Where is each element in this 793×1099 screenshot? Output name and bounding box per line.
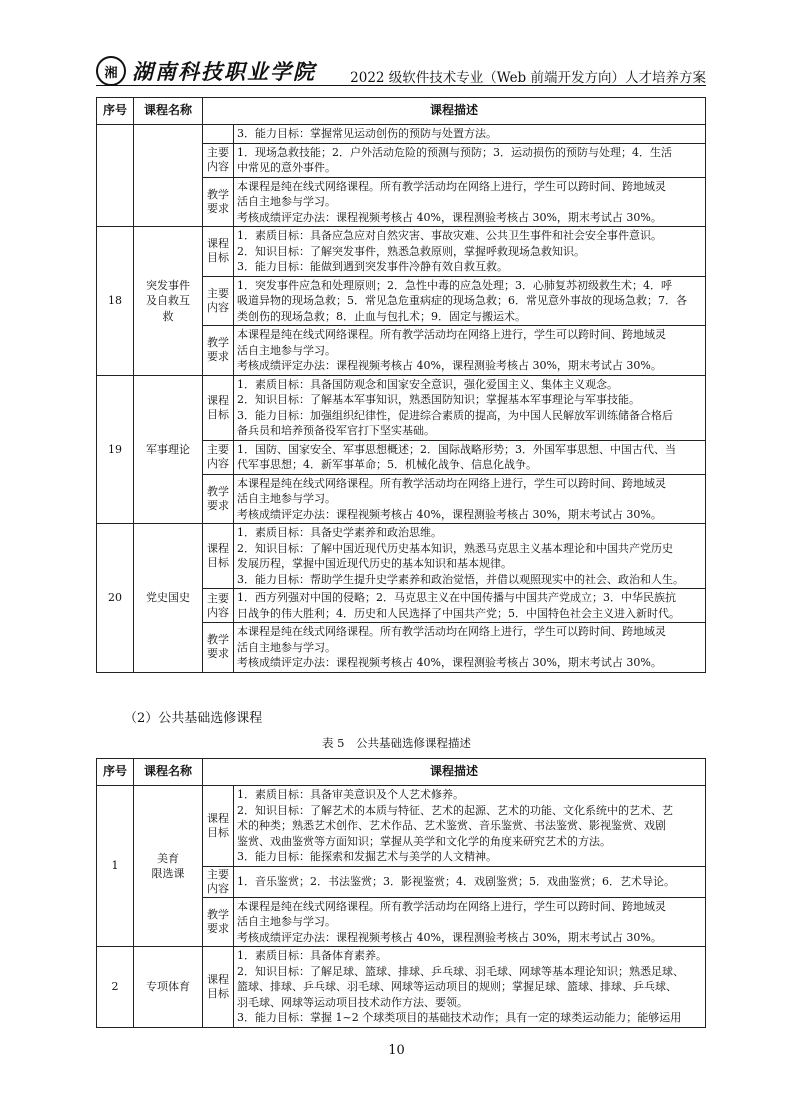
desc-line: 活自主地参与学习。 [237,343,336,357]
desc-line: 考核成绩评定办法：课程视频考核占 40%，课程测验考核占 30%，期末考试占 30%。 [237,210,662,224]
table-row [97,125,706,144]
name-line: 限选课 [151,867,185,880]
desc-line: 鉴赏、戏曲鉴赏等方面知识；掌握从美学和文化学的角度来研究艺术的方法。 [237,834,611,848]
desc-line: 日战争的伟大胜利；4．历史和人民选择了中国共产党；5．中国特色社会主义进入新时代。 [237,606,680,620]
desc-line: 2．知识目标：了解基本军事知识，熟悉国防知识；掌握基本军事理论与军事技能。 [237,393,640,406]
content-desc [234,440,706,474]
label-line: 教学 [207,187,229,201]
label-line: 主要 [207,443,229,456]
content-desc [234,589,706,623]
course-table-b [96,758,706,1028]
label-line: 教学 [207,484,229,498]
desc-line: 2．知识目标：了解中国近现代历史基本知识，熟悉马克思主义基本理论和中国共产党历史 [237,541,673,555]
label-line: 内容 [207,300,229,314]
goal-desc [234,524,706,589]
label-line: 目标 [207,407,229,421]
content-label [203,276,234,326]
col-header-name: 课程名称 [134,98,203,125]
desc-line: 术的种类；熟悉艺术创作、艺术作品、艺术鉴赏、音乐鉴赏、书法鉴赏、影视鉴赏、戏剧 [237,819,666,832]
content-desc [234,143,706,177]
content-label [203,143,234,177]
label-line: 教学 [207,907,229,921]
goal-desc [234,786,706,867]
label-line: 课程 [207,237,229,251]
desc-line: 备兵员和培养预备役军官打下坚实基础。 [237,424,435,437]
table-caption: 表 5 公共基础选修课程描述 [322,736,471,750]
desc-line: 2．知识目标：了解艺术的本质与特征、艺术的起源、艺术的功能、文化系统中的艺术、艺 [237,803,673,817]
table-header-row [97,98,706,125]
label-line: 内容 [207,605,229,619]
row-no-cell: 20 [97,524,134,673]
content-desc [234,866,706,897]
school-logo-text: 湖南科技职业学院 [132,59,316,84]
label-line: 要求 [207,350,229,364]
req-label [203,897,234,947]
label-line: 目标 [207,986,229,1000]
row-no-cell: 1 [97,786,134,947]
desc-line: 活自主地参与学习。 [237,195,336,208]
col-header-desc: 课程描述 [203,98,706,125]
desc-line: 本课程是纯在线式网络课程。所有教学活动均在网络上进行，学生可以跨时间、跨地域灵 [237,899,666,913]
row-name-cell [134,786,203,947]
goal-desc [234,227,706,277]
label-line: 课程 [207,972,229,986]
label-line: 主要 [207,867,229,881]
goal-label [203,227,234,277]
label-line: 教学 [207,336,229,350]
label-line: 课程 [207,393,229,407]
table-row [97,375,706,440]
desc-line: 3．能力目标：掌握常见运动创伤的预防与处置方法。 [237,127,497,140]
goal-label [203,375,234,440]
name-line: 及自救互 [146,294,190,307]
course-table-a [96,97,706,673]
row-no-cell: 2 [97,947,134,1028]
row-name-cell [134,375,203,524]
content-label [203,589,234,623]
desc-line: 2．知识目标：了解突发事件，熟悉急救原则，掌握呼救现场急救知识。 [237,244,585,258]
label-line: 内容 [207,881,229,895]
desc-line: 3．能力目标：掌握 1~2 个球类项目的基础技术动作；具有一定的球类运动能力；能够运用 [237,1011,682,1024]
label-line: 要求 [207,498,229,512]
desc-line: 中常见的意外事件。 [237,161,336,174]
desc-line: 1．现场急救技能；2．户外活动危险的预测与预防；3．运动损伤的预防与处理；4．生活 [237,145,672,159]
desc-line: 3．能力目标：加强组织纪律性，促进综合素质的提高，为中国人民解放军训练储备合格后 [237,408,673,422]
desc-line: 1．西方列强对中国的侵略；2．马克思主义在中国传播与中国共产党成立；3．中华民族抗 [237,591,676,604]
desc-line: 活自主地参与学习。 [237,640,336,654]
desc-line: 3．能力目标：帮助学生提升史学素养和政治觉悟，并借以观照现实中的社会、政治和人生。 [237,572,684,586]
school-seal-icon: 湘 [96,56,126,86]
content-label [203,440,234,474]
content-desc [234,276,706,326]
name-line: 党史国史 [146,591,190,604]
school-logo [96,56,316,86]
col-header-no: 序号 [97,759,134,786]
req-desc [234,177,706,227]
desc-line: 1．素质目标：具备应急应对自然灾害、事故灾难、公共卫生事件和社会安全事件意识。 [237,229,662,242]
req-desc [234,326,706,376]
label-line: 要求 [207,921,229,935]
desc-line: 1．素质目标：具备国防观念和国家安全意识，强化爱国主义、集体主义观念。 [237,377,618,391]
req-desc [234,897,706,947]
label-line: 内容 [207,457,229,470]
section-title: （2）公共基础选修课程 [124,711,263,726]
desc-line: 本课程是纯在线式网络课程。所有教学活动均在网络上进行，学生可以跨时间、跨地域灵 [237,625,666,638]
label-line: 课程 [207,811,229,825]
desc-line: 考核成绩评定办法：课程视频考核占 40%，课程测验考核占 30%，期末考试占 30%。 [237,656,662,669]
desc-line: 1．素质目标：具备审美意识及个人艺术修养。 [237,788,464,801]
desc-line: 考核成绩评定办法：课程视频考核占 40%，课程测验考核占 30%，期末考试占 30%。 [237,507,662,521]
desc-line: 代军事思想；4．新军事革命；5．机械化战争、信息化战争。 [237,458,537,471]
table-row [97,524,706,589]
table-header-row [97,759,706,786]
name-line: 突发事件 [146,278,190,292]
desc-line: 3．能力目标：能探索和发掘艺术与美学的人文精神。 [237,850,497,863]
req-label [203,326,234,376]
desc-line: 本课程是纯在线式网络课程。所有教学活动均在网络上进行，学生可以跨时间、跨地域灵 [237,476,666,490]
label-line: 目标 [207,556,229,569]
table-row [97,947,706,1028]
row-no-cell: 18 [97,227,134,376]
desc-line: 篮球、排球、乒乓球、羽毛球、网球等运动项目的规则；掌握足球、篮球、排球、乒乓球、 [237,980,677,993]
label-line: 主要 [207,286,229,300]
desc-line: 本课程是纯在线式网络课程。所有教学活动均在网络上进行，学生可以跨时间、跨地域灵 [237,179,666,193]
desc-line: 发展历程，掌握中国近现代历史的基本知识和基本规律。 [237,557,512,570]
goal-desc [234,947,706,1028]
label-line: 主要 [207,591,229,605]
desc-line: 1．国防、国家安全、军事思想概述；2．国际战略形势；3．外国军事思想、中国古代、当 [237,442,676,456]
desc-line: 吸道异物的现场急救；5．常见急危重病症的现场急救；6．常见意外事故的现场急救；7．各 [237,294,687,307]
name-line: 救 [162,309,174,323]
col-header-name: 课程名称 [134,759,203,786]
label-line: 要求 [207,201,229,215]
name-line: 专项体育 [146,980,190,993]
page-header [96,56,706,86]
desc-line: 考核成绩评定办法：课程视频考核占 40%，课程测验考核占 30%，期末考试占 30%。 [237,359,662,372]
content-label [203,866,234,897]
req-desc [234,623,706,673]
req-label [203,177,234,227]
label-line: 内容 [207,160,229,173]
desc-line: 活自主地参与学习。 [237,492,336,505]
label-line: 教学 [207,633,229,647]
row-no-cell [97,125,134,227]
desc-line: 活自主地参与学习。 [237,915,336,928]
desc-line: 本课程是纯在线式网络课程。所有教学活动均在网络上进行，学生可以跨时间、跨地域灵 [237,328,666,341]
name-line: 军事理论 [146,442,190,456]
document-title: 2022 级软件技术专业（Web 前端开发方向）人才培养方案 [350,70,706,86]
desc-line: 3．能力目标：能做到遇到突发事件冷静有效自救互救。 [237,260,508,273]
row-name-cell [134,125,203,227]
col-header-no: 序号 [97,98,134,125]
row-name-cell [134,947,203,1028]
label-line: 目标 [207,251,229,265]
table-row [97,227,706,277]
label-line: 要求 [207,647,229,661]
goal-label [203,524,234,589]
desc-line: 2．知识目标：了解足球、篮球、排球、乒乓球、羽毛球、网球等基本理论知识；熟悉足球、 [237,964,684,978]
label-line: 目标 [207,825,229,839]
goal-desc [234,375,706,440]
goal-desc [234,125,706,144]
desc-line: 1．音乐鉴赏；2．书法鉴赏；3．影视鉴赏；4．戏剧鉴赏；5．戏曲鉴赏；6．艺术导论。 [237,874,675,888]
page-number: 10 [388,1043,405,1058]
desc-line: 类创伤的现场急救；8．止血与包扎术；9．固定与搬运术。 [237,309,526,323]
desc-line: 1．素质目标：具备体育素养。 [237,949,387,962]
row-name-cell [134,227,203,376]
desc-line: 考核成绩评定办法：课程视频考核占 40%，课程测验考核占 30%，期末考试占 30%。 [237,930,662,944]
row-no-cell: 19 [97,375,134,524]
desc-line: 1．素质目标：具备史学素养和政治思维。 [237,526,442,539]
req-desc [234,474,706,524]
label-cell [203,125,234,144]
goal-label [203,947,234,1028]
req-label [203,474,234,524]
desc-line: 羽毛球、网球等运动项目技术动作方法、要领。 [237,995,468,1009]
row-name-cell [134,524,203,673]
table-row [97,786,706,867]
col-header-desc: 课程描述 [203,759,706,786]
desc-line: 1．突发事件应急和处理原则；2．急性中毒的应急处理；3．心肺复苏初级救生术；4．呼 [237,278,672,292]
label-line: 课程 [207,542,229,555]
goal-label [203,786,234,867]
name-line: 美育 [157,851,179,865]
label-line: 主要 [207,146,229,159]
header-rule [96,85,706,86]
req-label [203,623,234,673]
